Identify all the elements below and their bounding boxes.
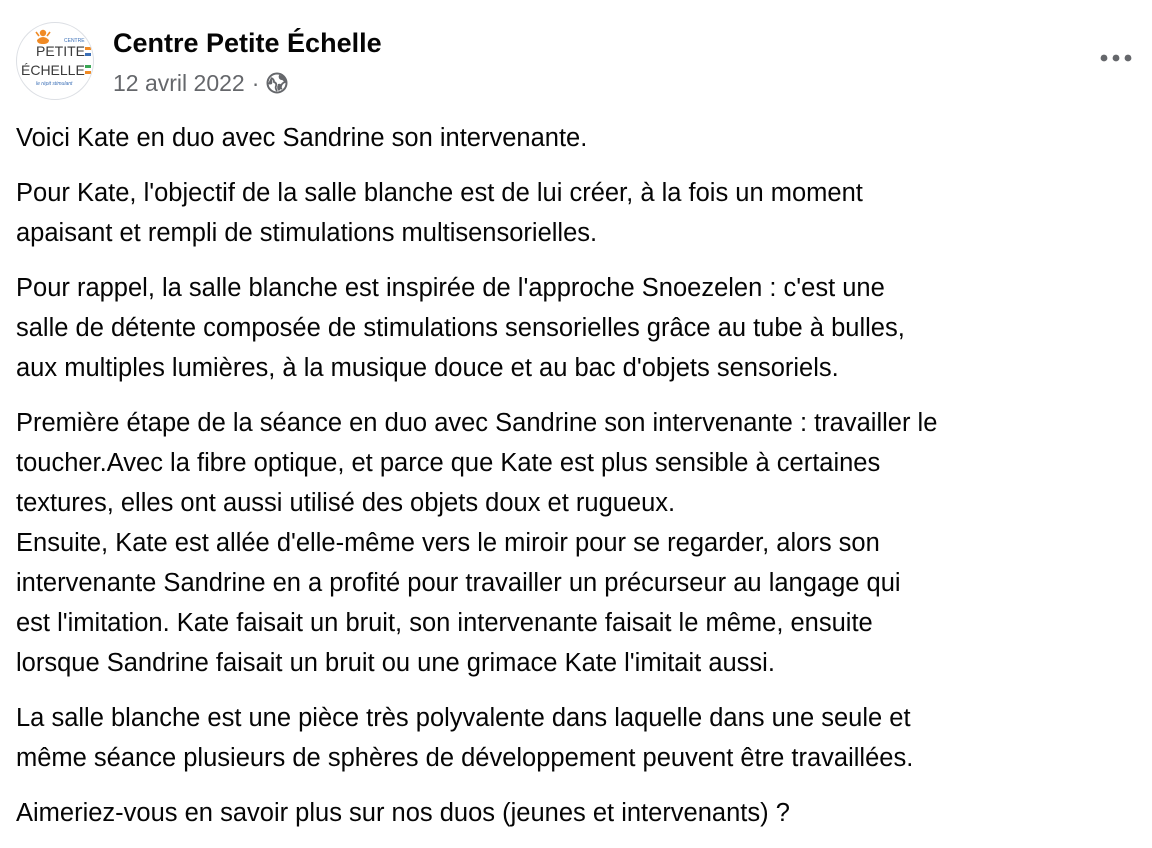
page-name[interactable]: Centre Petite Échelle [113, 28, 382, 58]
more-options-button[interactable] [1096, 44, 1136, 72]
post-paragraph [16, 698, 1136, 778]
post-paragraph [16, 403, 1136, 683]
page-avatar[interactable] [16, 22, 94, 100]
post-paragraph [16, 173, 1136, 253]
globe-icon[interactable] [265, 71, 289, 95]
post-date[interactable]: 12 avril 2022 [113, 69, 245, 96]
centre-petite-echelle-logo [17, 23, 93, 99]
text-line: lorsque Sandrine faisait un bruit ou une grimace Kate l'imitait aussi. [16, 649, 775, 677]
logo-tagline: le répit stimulant [36, 81, 73, 87]
more-horizontal-icon [1099, 54, 1133, 62]
text-line: salle de détente composée de stimulations sensorielles grâce au tube à bulles, [16, 314, 905, 342]
text-line: Pour rappel, la salle blanche est inspirée de l'approche Snoezelen : c'est une [16, 274, 885, 302]
text-line: intervenante Sandrine en a profité pour travailler un précurseur au langage qui [16, 569, 901, 597]
text-line: Ensuite, Kate est allée d'elle-même vers le miroir pour se regarder, alors son [16, 529, 880, 557]
post-paragraph [16, 793, 1136, 833]
logo-top-text: CENTRE [64, 38, 85, 44]
text-line: est l'imitation. Kate faisait un bruit, son intervenante faisait le même, ensuite [16, 609, 873, 637]
text-line: Aimeriez-vous en savoir plus sur nos duos (jeunes et intervenants) ? [16, 799, 790, 827]
text-line: toucher.Avec la fibre optique, et parce que Kate est plus sensible à certaines [16, 449, 881, 477]
text-line: aux multiples lumières, à la musique douce et au bac d'objets sensoriels. [16, 354, 839, 382]
post-paragraph [16, 118, 1136, 158]
meta-separator: · [251, 69, 260, 96]
post-header [16, 22, 1136, 102]
logo-line1: PETITE [36, 43, 86, 59]
logo-line2: ÉCHELLE [21, 62, 85, 78]
text-line: Pour Kate, l'objectif de la salle blanche est de lui créer, à la fois un moment [16, 179, 863, 207]
text-line: La salle blanche est une pièce très polyvalente dans laquelle dans une seule et [16, 704, 911, 732]
text-line: Voici Kate en duo avec Sandrine son intervenante. [16, 124, 588, 152]
text-line: textures, elles ont aussi utilisé des objets doux et rugueux. [16, 489, 676, 517]
post-paragraph [16, 268, 1136, 388]
text-line: apaisant et rempli de stimulations multisensorielles. [16, 219, 598, 247]
text-line: Première étape de la séance en duo avec Sandrine son intervenante : travailler le [16, 409, 938, 437]
text-line: même séance plusieurs de sphères de développement peuvent être travaillées. [16, 744, 914, 772]
post-meta [113, 68, 289, 98]
post-body [16, 118, 1136, 848]
